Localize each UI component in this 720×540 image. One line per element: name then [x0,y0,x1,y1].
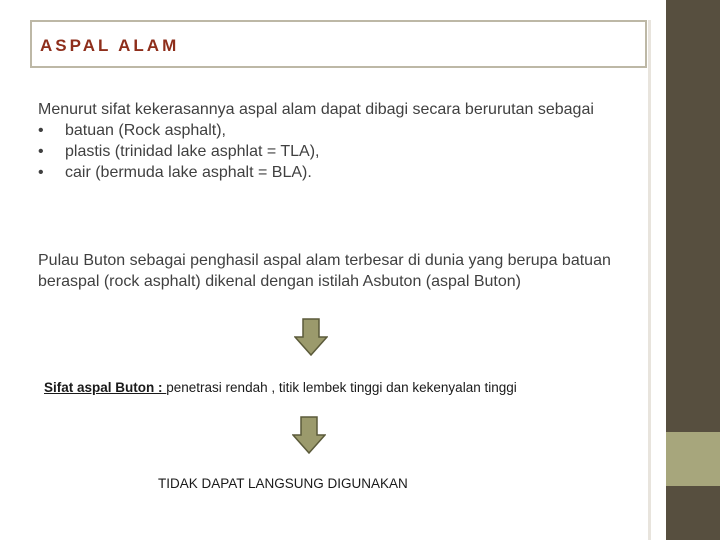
buton-properties [44,380,517,395]
list-item-text: cair (bermuda lake asphalt = BLA). [65,164,312,181]
slide-title: ASPAL ALAM [40,36,180,55]
list-item [38,141,638,162]
down-arrow-icon [294,318,328,356]
title-box [30,20,647,68]
intro-paragraph: Menurut sifat kekerasannya aspal alam dapat dibagi secara berurutan sebagai [38,101,594,118]
properties-text: penetrasi rendah , titik lembek tinggi dan kekenyalan tinggi [166,380,517,395]
list-item [38,120,638,141]
intro-section [38,99,638,183]
bullet-icon: • [38,122,44,139]
conclusion-text: TIDAK DAPAT LANGSUNG DIGUNAKAN [158,476,408,491]
hardness-list [38,120,638,183]
sidebar-accent-block [666,432,720,486]
bullet-icon: • [38,164,44,181]
content-frame-edge [648,20,651,540]
list-item-text: batuan (Rock asphalt), [65,122,226,139]
properties-label: Sifat aspal Buton : [44,380,167,395]
list-item [38,162,638,183]
list-item-text: plastis (trinidad lake asphlat = TLA), [65,143,320,160]
buton-paragraph: Pulau Buton sebagai penghasil aspal alam terbesar di dunia yang berupa batuan beraspal (rock asphalt) dikenal dengan istilah Asbuton (aspal Buton) [38,252,611,290]
down-arrow-icon [292,416,326,454]
bullet-icon: • [38,143,44,160]
